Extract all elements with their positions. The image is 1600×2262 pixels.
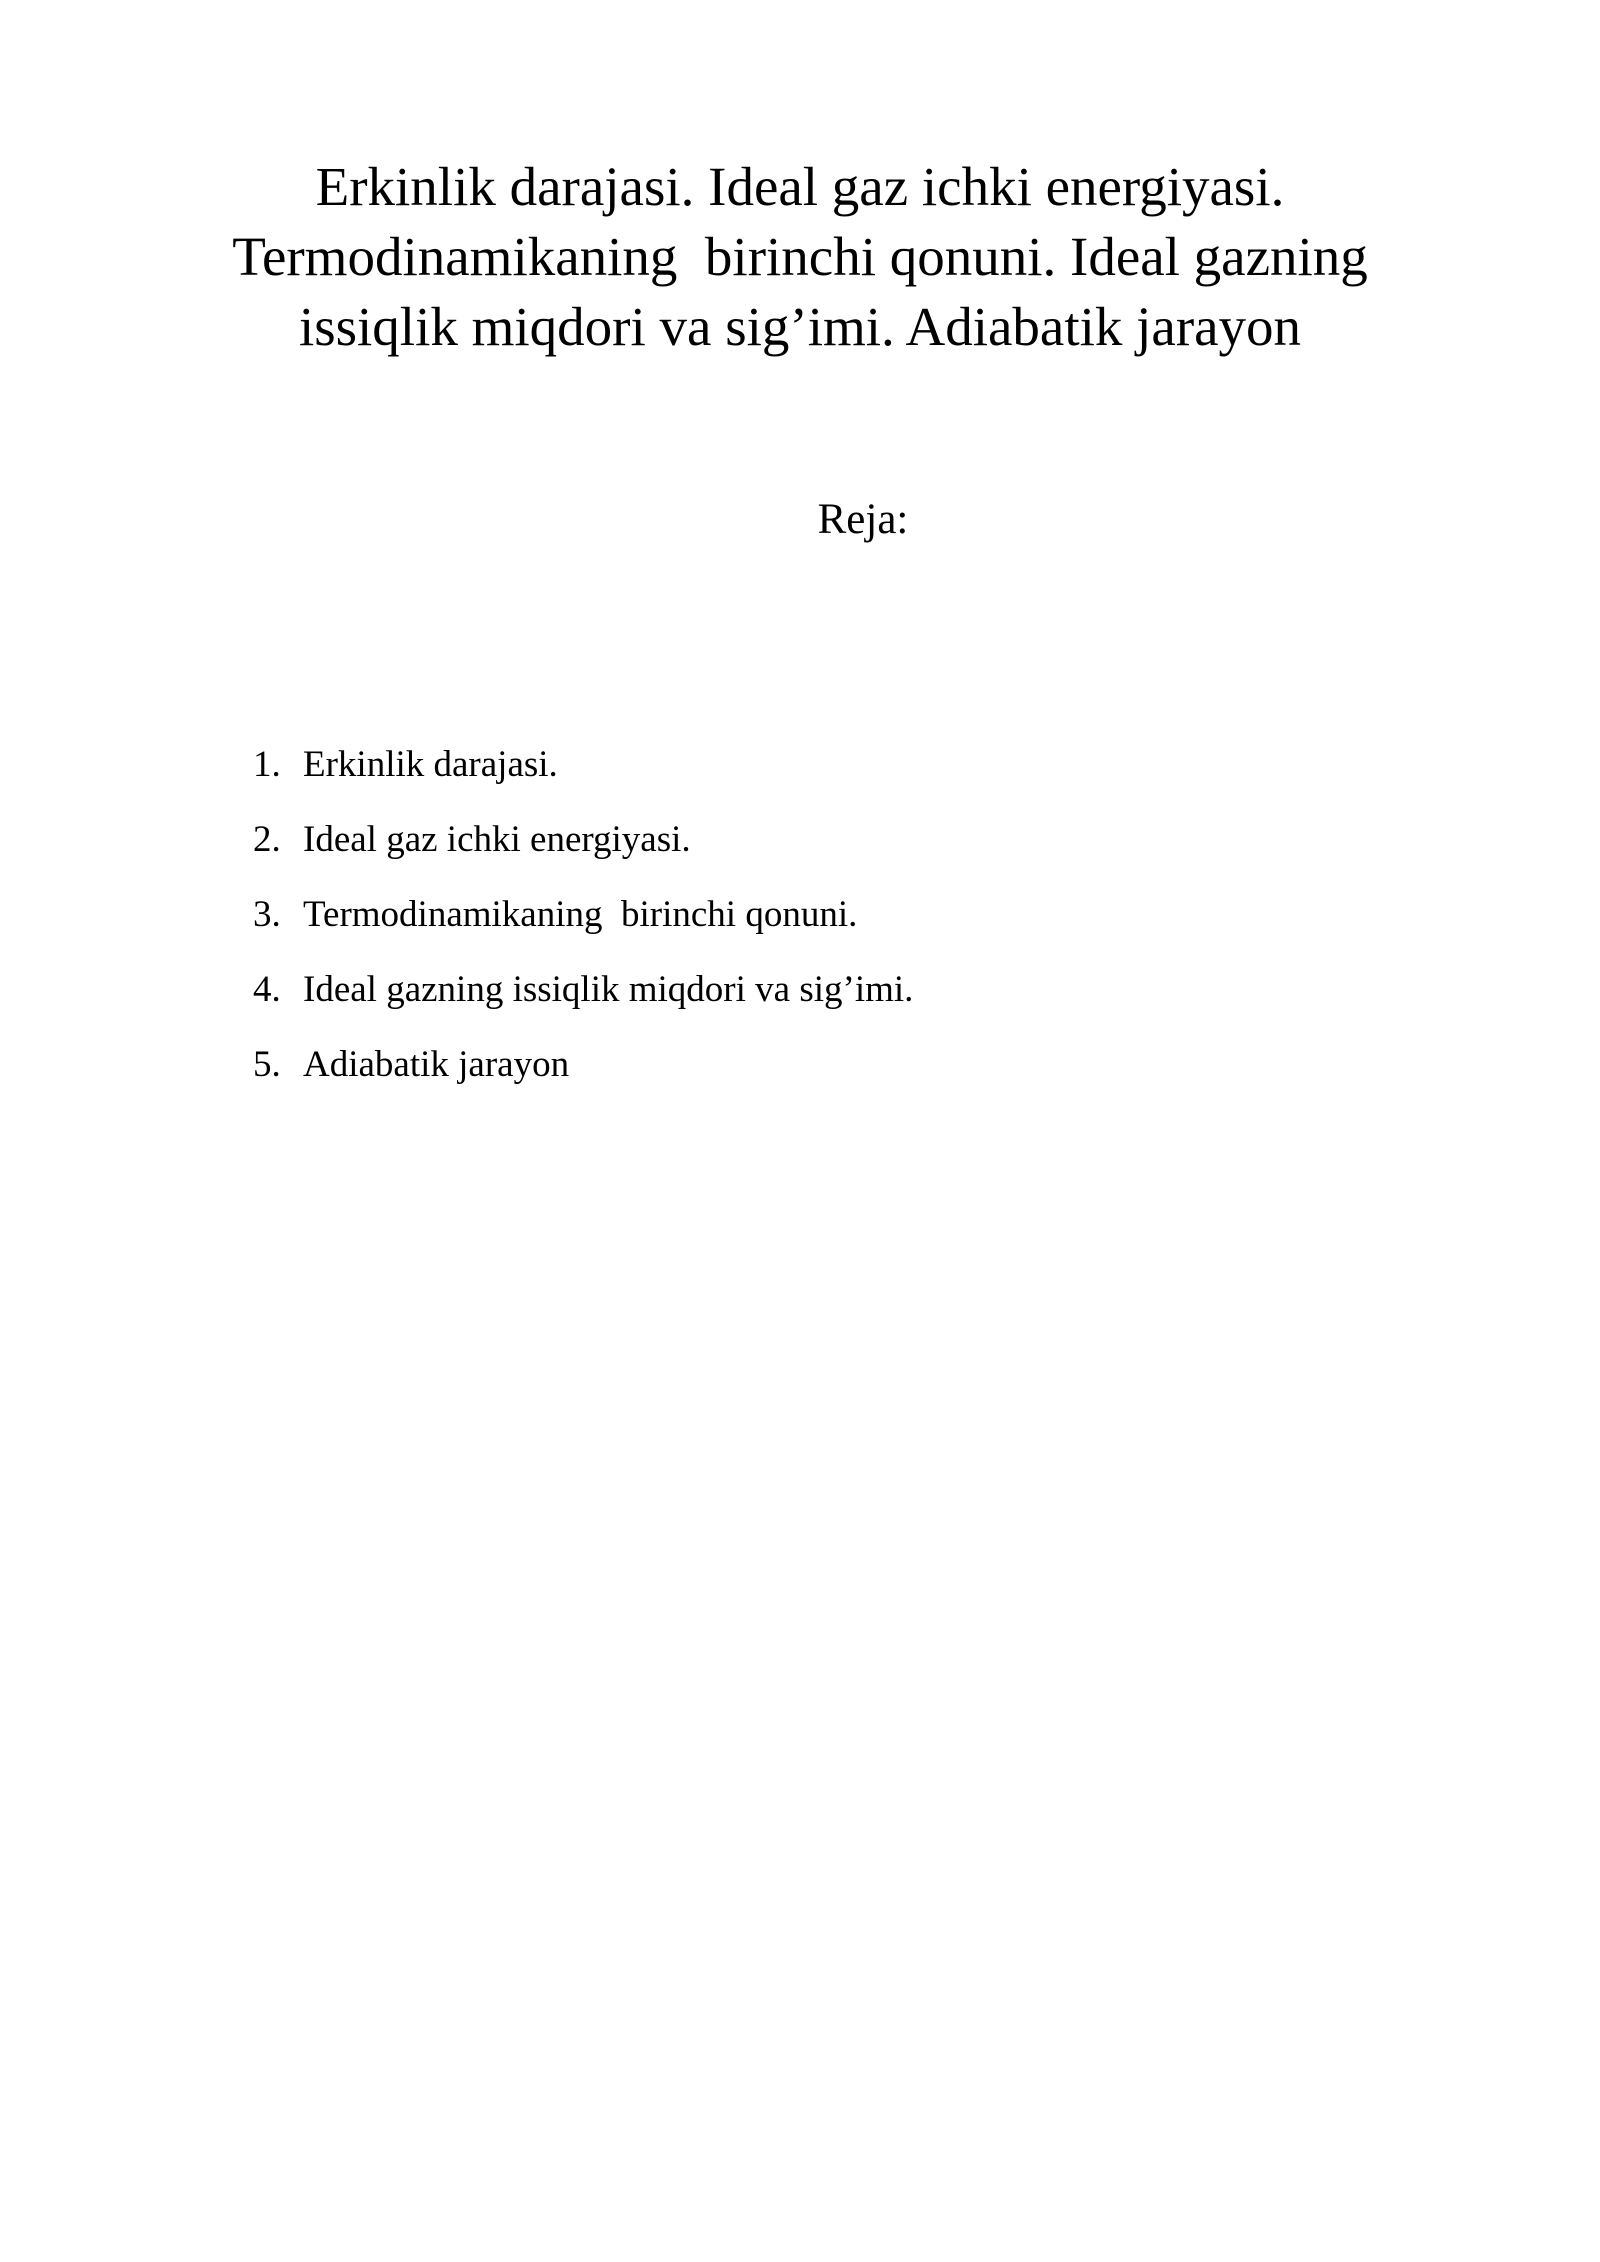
plan-item: [253, 740, 913, 790]
plan-list: [253, 740, 913, 1115]
plan-item-number: 2.: [253, 819, 281, 860]
plan-item-text: Erkinlik darajasi.: [303, 744, 558, 785]
title-line-3: issiqlik miqdori va sig’imi. Adiabatik jarayon: [298, 296, 1302, 357]
plan-item-text: Termodinamikaning birinchi qonuni.: [303, 894, 858, 935]
plan-heading: Reja:: [817, 496, 909, 543]
title-line-2: Termodinamikaning birinchi qonuni. Ideal gazning: [232, 226, 1368, 287]
plan-item: [253, 815, 913, 865]
plan-item-number: 1.: [253, 744, 281, 785]
plan-item-number: 5.: [253, 1044, 281, 1085]
plan-item-text: Ideal gaz ichki energiyasi.: [303, 819, 691, 860]
title-line-1: Erkinlik darajasi. Ideal gaz ichki energiyasi.: [315, 156, 1285, 217]
plan-item-text: Adiabatik jarayon: [303, 1044, 570, 1085]
plan-item: [253, 890, 913, 940]
plan-item-number: 4.: [253, 969, 281, 1010]
plan-item-number: 3.: [253, 894, 281, 935]
plan-item: [253, 1040, 913, 1090]
plan-item: [253, 965, 913, 1015]
plan-item-text: Ideal gazning issiqlik miqdori va sig’imi.: [303, 969, 914, 1010]
document-title: [200, 152, 1400, 362]
